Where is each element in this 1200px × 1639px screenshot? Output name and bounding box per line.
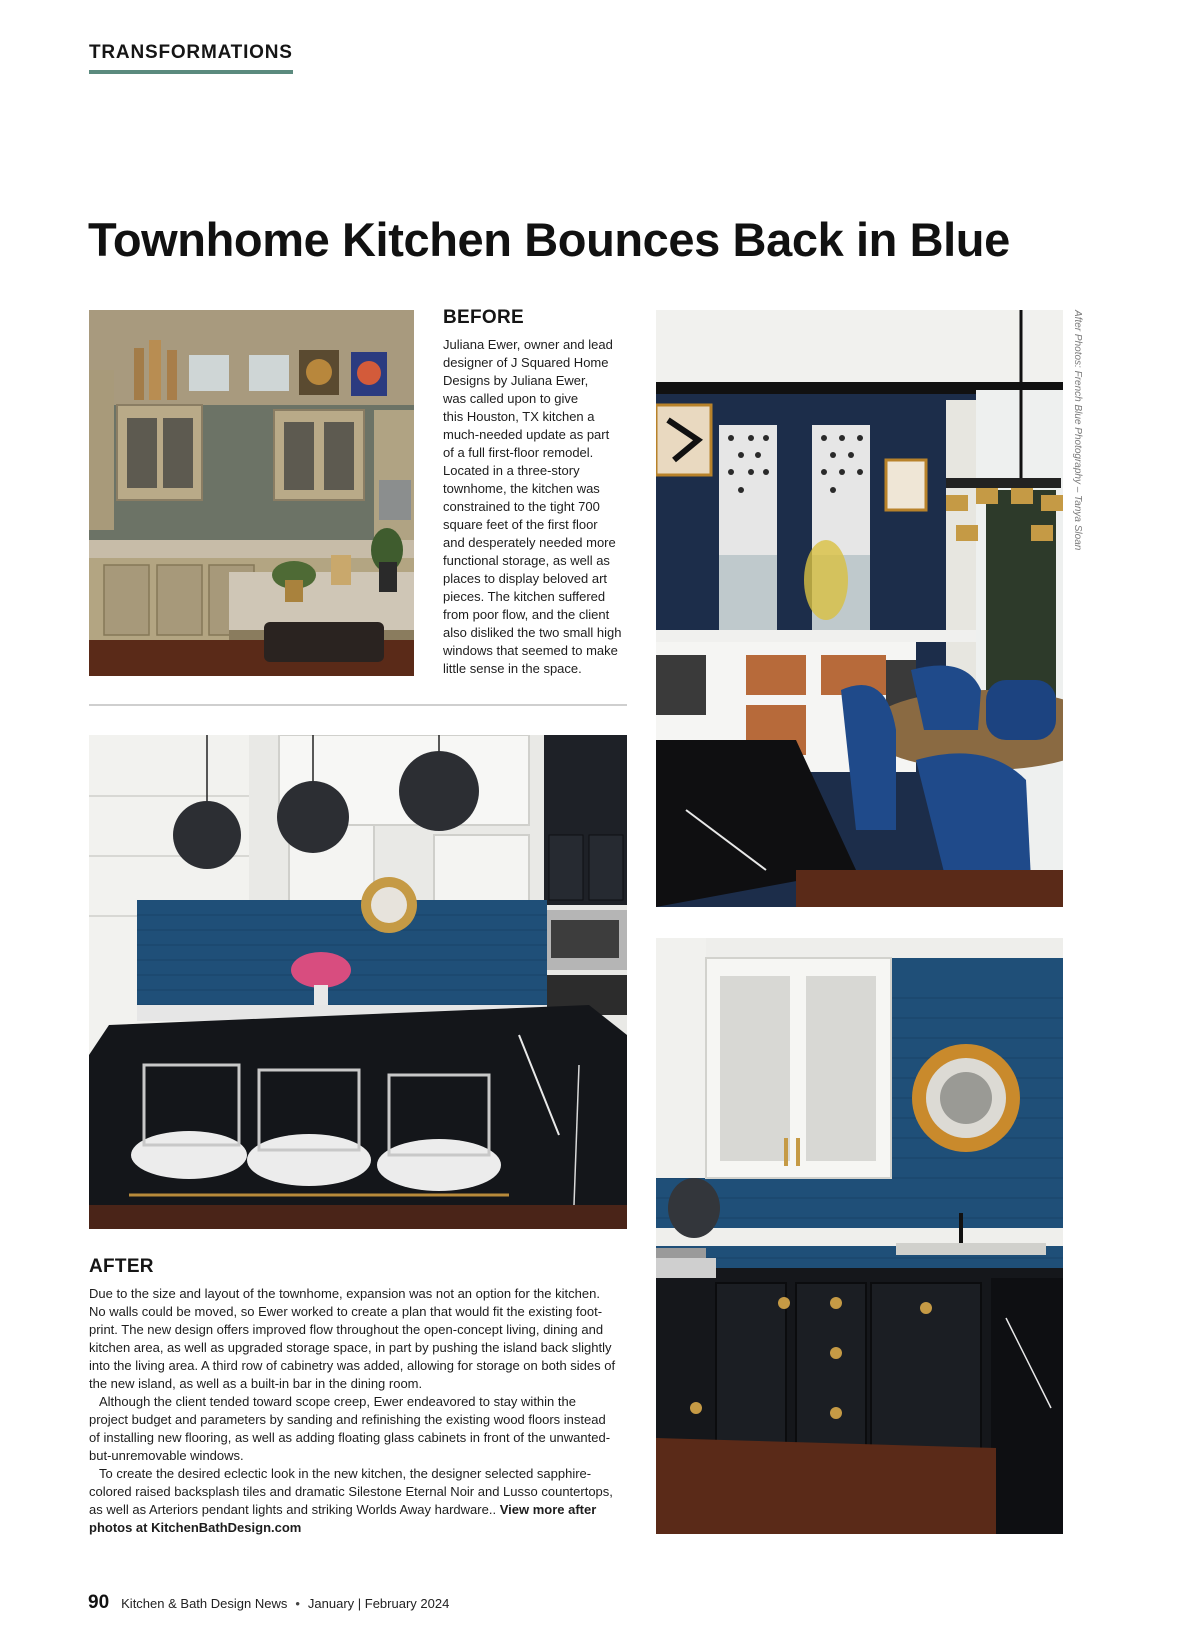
after-island-photo bbox=[89, 735, 627, 1229]
after-paragraph-3 bbox=[89, 1465, 629, 1537]
section-divider bbox=[89, 704, 627, 706]
after-paragraph-1: Due to the size and layout of the townhome, expansion was not an option for the kitchen. No walls could be moved, so Ewer worked to create a plan that would fit the existing foot- print. The new design offers improved flow throughout the open-concept living, dining and kitchen area, as well as upgraded storage space, in part by pushing the island back slightly into the living area. A third row of cabinetry was added, allowing for storage on both sides of the new island, as well as a built-in bar in the dining room. bbox=[89, 1286, 616, 1391]
before-kitchen-photo bbox=[89, 310, 414, 676]
page-footer bbox=[88, 1592, 449, 1614]
issue-date: January | February 2024 bbox=[307, 1596, 450, 1611]
after-dining-photo bbox=[656, 310, 1063, 907]
after-sink-photo bbox=[656, 938, 1063, 1534]
photo-credit: After Photos: French Blue Photography – Tanya Sloan bbox=[1072, 310, 1083, 551]
footer-separator: • bbox=[295, 1596, 300, 1611]
publication-name: Kitchen & Bath Design News bbox=[121, 1596, 288, 1611]
before-heading: BEFORE bbox=[443, 307, 524, 328]
after-heading: AFTER bbox=[89, 1256, 154, 1277]
before-body-text: Juliana Ewer, owner and lead designer of J Squared Home Designs by Juliana Ewer, was called upon to give this Houston, TX kitchen a much-needed update as part of a full first-floor remodel. Located in a three-story townhome, the kitchen was constrained to the tight 700 square feet of the first floor and desperately needed more functional storage, as well as places to display beloved art pieces. The kitchen suffered from poor flow, and the client also disliked the two small high windows that seemed to make little sense in the space. bbox=[443, 337, 622, 676]
view-more-link[interactable]: View more after photos at KitchenBathDesign.com bbox=[89, 1502, 597, 1535]
after-paragraph-3-text: To create the desired eclectic look in the new kitchen, the designer selected sapphire- colored raised backsplash tiles and dramatic Silestone Eternal Noir and Lusso countertops, as well as Arteriors pendant lights and striking Worlds Away hardware.. bbox=[89, 1466, 613, 1517]
section-tag: TRANSFORMATIONS bbox=[89, 42, 293, 74]
after-paragraph-2: Although the client tended toward scope creep, Ewer endeavored to stay within the project budget and parameters by sanding and refinishing the existing wood floors instead of installing new flooring, as well as adding floating glass cabinets in front of the unwanted- but-unremovable windows. bbox=[89, 1394, 611, 1463]
page-number: 90 bbox=[88, 1592, 110, 1613]
after-body-text bbox=[89, 1285, 629, 1537]
article-headline: Townhome Kitchen Bounces Back in Blue bbox=[88, 213, 1010, 266]
